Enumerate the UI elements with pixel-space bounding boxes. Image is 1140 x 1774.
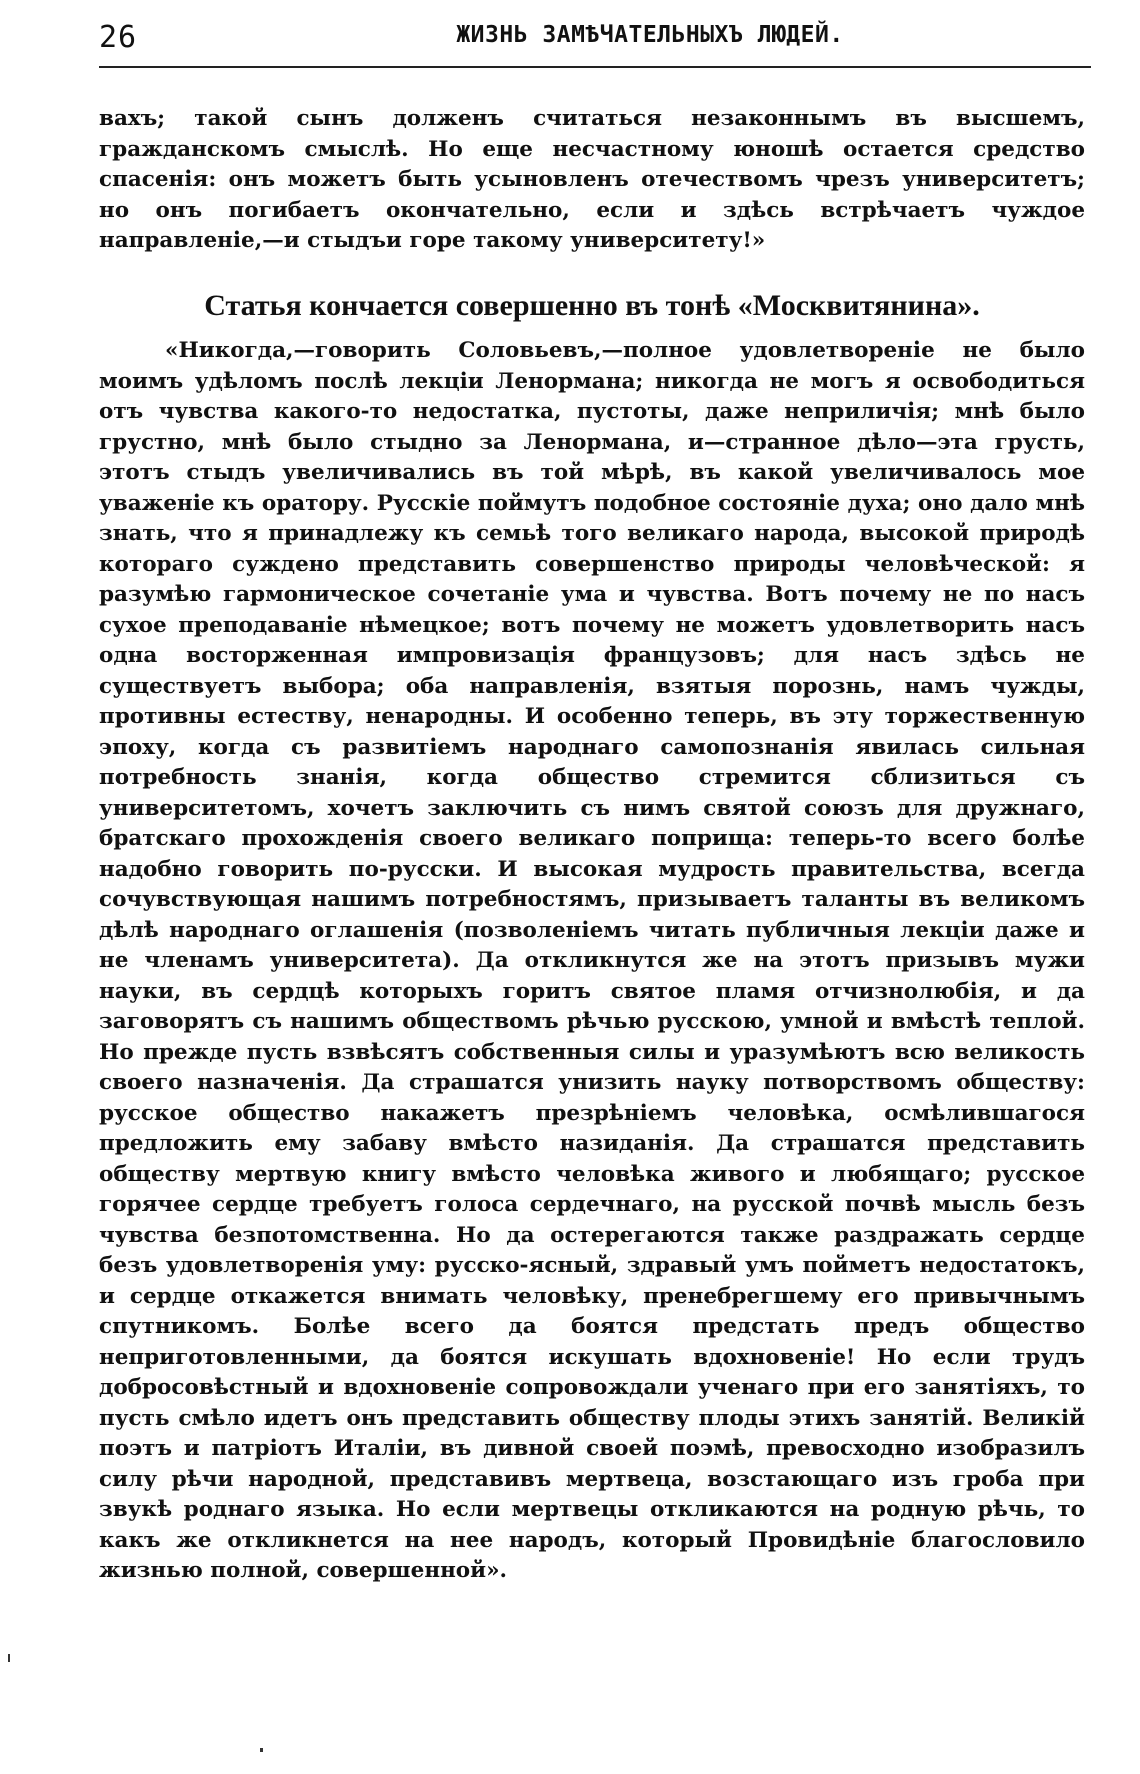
body-text-main [99,336,1085,1587]
scan-speck [260,1748,263,1752]
body-text-top [99,104,1085,257]
running-head: ЖИЗНЬ ЗАМѢЧАТЕЛЬНЫХЪ ЛЮДЕЙ. [456,22,844,48]
scan-speck [8,1654,10,1662]
section-heading: Статья кончается совершенно въ тонѣ «Москвитянина». [204,289,980,322]
paragraph-continuation: вахъ; такой сынъ долженъ считаться незаконнымъ въ высшемъ, гражданскомъ смыслѣ. Но еще несчастному юношѣ остается средство спасенія: онъ можетъ быть усыновленъ отечествомъ чрезъ университетъ; но онъ погибаетъ окончательно, если и здѣсь встрѣчаетъ чуждое направленіе,—и стыдъи горе такому университету!» [99,106,1085,253]
quotation-paragraph: «Никогда,—говорить Соловьевъ,—полное удовлетвореніе не было моимъ удѣломъ послѣ лекціи Ленормана; никогда не могъ я освободиться отъ чувства какого-то недостатка, пустоты, даже неприличія; мнѣ было грустно, мнѣ было стыдно за Ленормана, и—странное дѣло—эта грусть, этотъ стыдъ увеличивались въ той мѣрѣ, въ какой увеличивалось мое уваженіе къ оратору. Русскіе поймутъ подобное состояніе духа; оно дало мнѣ знать, что я принадлежу къ семьѣ того великаго народа, высокой природѣ котораго суждено представить совершенство природы человѣческой: я разумѣю гармоническое сочетаніе ума и чувства. Вотъ почему не по насъ сухое преподаваніе нѣмецкое; вотъ почему не можетъ удовлетворить насъ одна восторженная импровизація французовъ; для насъ здѣсь не существуетъ выбора; оба направленія, взятыя порознь, намъ чужды, противны естеству, ненародны. И особенно теперь, въ эту торжественную эпоху, когда съ развитіемъ народнаго самопознанія явилась сильная потребность знанія, когда общество стремится сблизиться съ университетомъ, хочетъ заключить съ нимъ святой союзъ для дружнаго, братскаго прохожденія своего великаго поприща: теперь-то всего болѣе надобно говорить по-русски. И высокая мудрость правительства, всегда сочувствующая нашимъ потребностямъ, призываетъ таланты въ великомъ дѣлѣ народнаго оглашенія (позволеніемъ читать публичныя лекціи даже и не членамъ университета). Да откликнутся же на этотъ призывъ мужи науки, въ сердцѣ которыхъ горитъ святое пламя отчизнолюбія, и да заговорятъ съ нашимъ обществомъ рѣчью русскою, умной и вмѣстѣ теплой. Но прежде пусть взвѣсятъ собственныя силы и уразумѣютъ всю великость своего назначенія. Да страшатся унизить науку потворствомъ обществу: русское общество накажетъ презрѣніемъ человѣка, осмѣлившагося предложить ему забаву вмѣсто назиданія. Да страшатся представить обществу мертвую книгу вмѣсто человѣка живого и любящаго; русское горячее сердце требуетъ голоса сердечнаго, на русской почвѣ мысль безъ чувства безпотомственна. Но да остерегаются также раздражать сердце безъ удовлетворенія уму: русско-ясный, здравый умъ пойметъ недостатокъ, и сердце откажется внимать человѣку, пренебрегшему его привычнымъ спутникомъ. Болѣе всего да боятся предстать предъ общество неприготовленными, да боятся искушать вдохновеніе! Но если трудъ добросовѣстный и вдохновеніе сопровождали ученаго при его занятіяхъ, то пусть смѣло идетъ онъ представить обществу плоды этихъ занятій. Великій поэтъ и патріотъ Италіи, въ дивной своей поэмѣ, превосходно изобразилъ силу рѣчи народной, представивъ мертвеца, возстающаго изъ гроба при звукѣ роднаго языка. Но если мертвецы откликаются на родную рѣчь, то какъ же откликнется на нее народъ, который Провидѣніе благословило жизнью полной, совершенной». [99,338,1085,1583]
header-rule [99,66,1091,68]
page-number: 26 [99,20,138,55]
